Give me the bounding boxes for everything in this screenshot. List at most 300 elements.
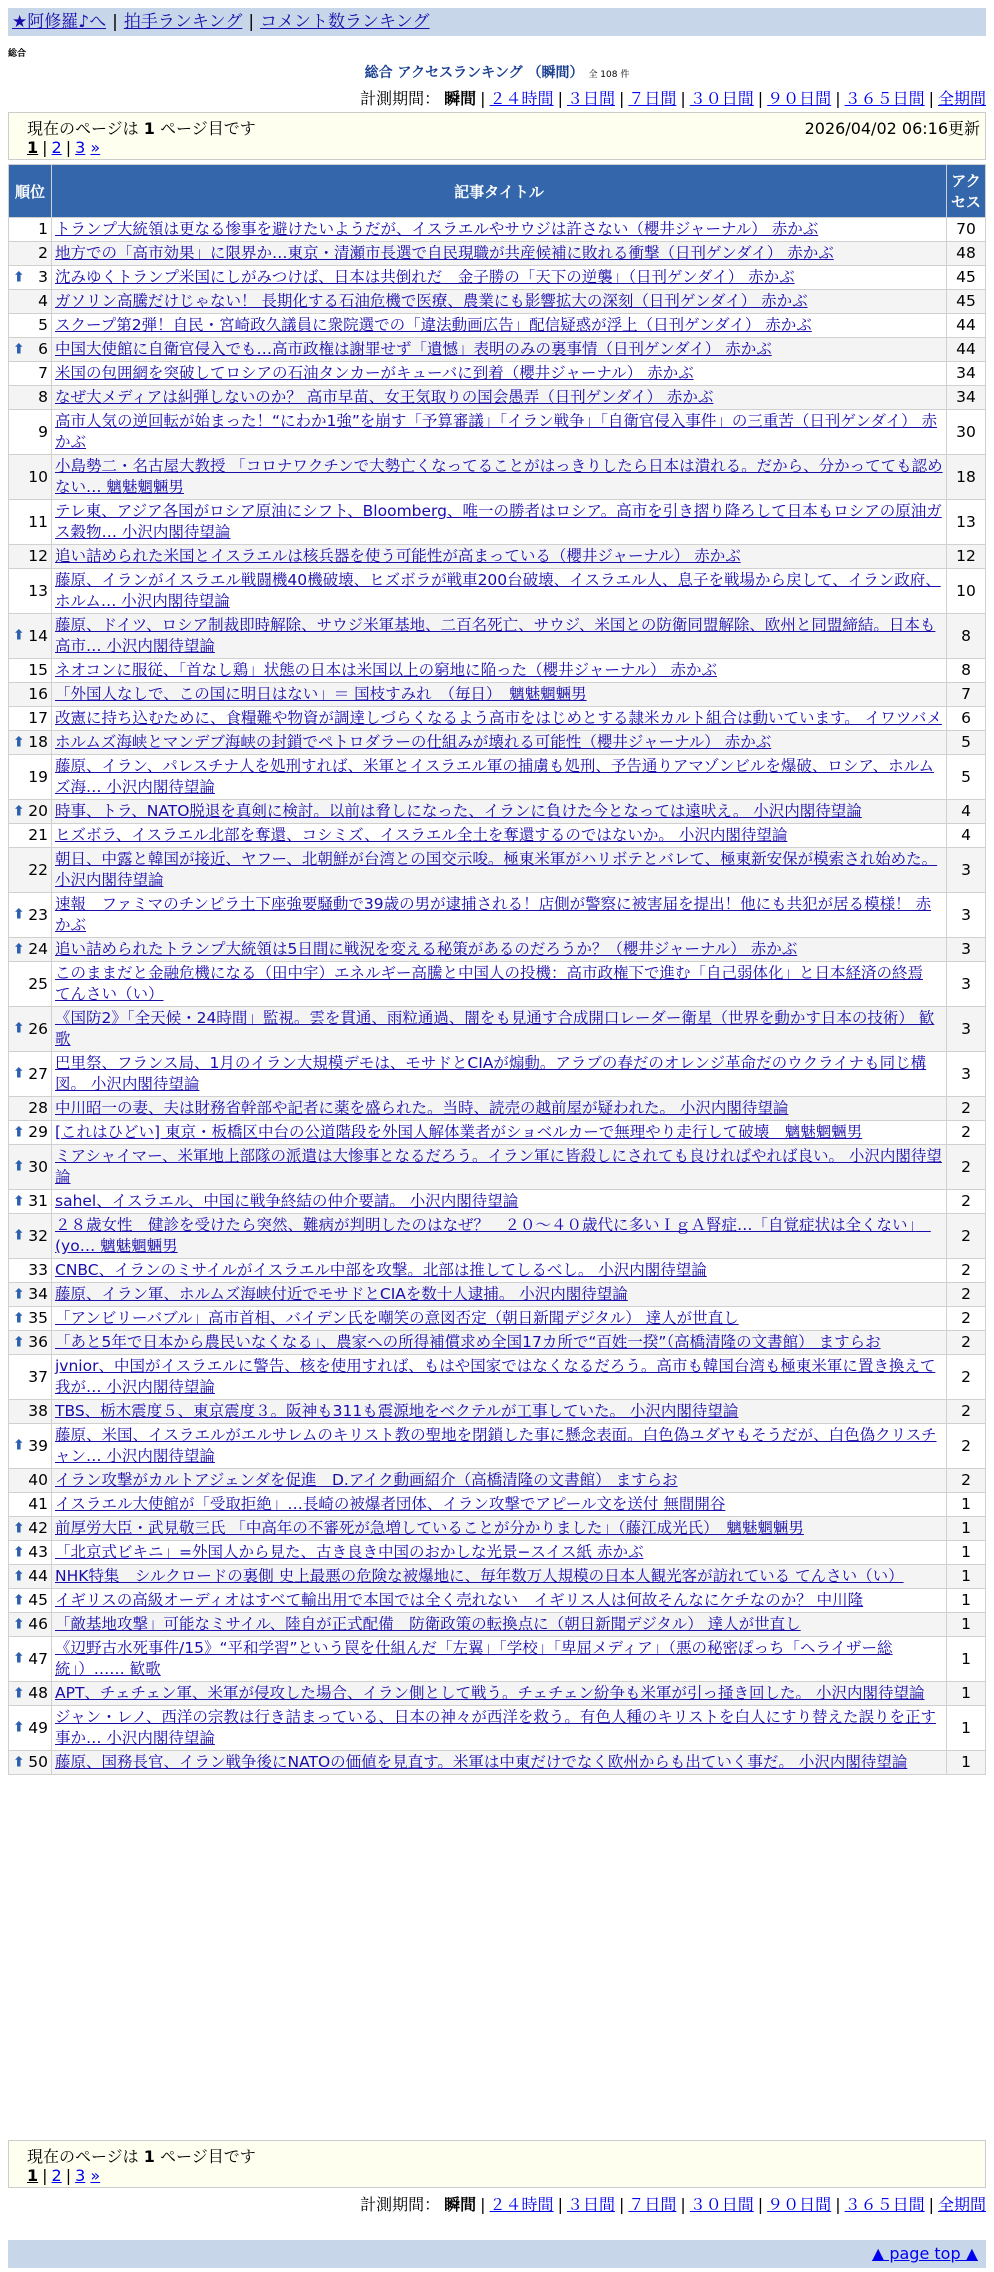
article-link[interactable]: 藤原、イランがイスラエル戦闘機40機破壊、ヒズボラが戦車200台破壊、イスラエル人、息子を戦場から戻して、イラン政府、ホルム… 小沢内閣待望論 <box>55 571 941 610</box>
article-link[interactable]: 「敵基地攻撃」可能なミサイル、陸自が正式配備 防衛政策の転換点に（朝日新聞デジタル） 達人が世直し <box>55 1615 801 1633</box>
rank-cell <box>9 1613 51 1636</box>
title-cell <box>52 1706 946 1750</box>
title-cell <box>52 614 946 658</box>
article-link[interactable]: 「あと5年で日本から農民いなくなる」、農家への所得補償求め全国17カ所で“百姓一揆”（高橋清隆の文書館） ますらお <box>55 1333 881 1351</box>
table-row <box>9 545 985 568</box>
article-link[interactable]: ネオコンに服従、「首なし鶏」状態の日本は米国以上の窮地に陥った（櫻井ジャーナル） 赤かぶ <box>55 661 717 679</box>
arrow-up-icon: ⬆ <box>13 1685 25 1701</box>
rank-number: 17 <box>28 709 48 727</box>
access-count: 1 <box>947 1706 985 1750</box>
title-cell <box>52 962 946 1006</box>
article-link[interactable]: スクープ第2弾！自民・宮崎政久議員に衆院選での「違法動画広告」配信疑惑が浮上（日刊ゲンダイ） 赤かぶ <box>55 316 812 334</box>
rank-number: 29 <box>28 1123 48 1141</box>
title-cell <box>52 848 946 892</box>
item-count: 全 108 件 <box>588 70 630 80</box>
access-count: 4 <box>947 800 985 823</box>
ranking-title: 総合 アクセスランキング （瞬間） <box>364 65 584 81</box>
rank-cell <box>9 1145 51 1189</box>
rank-cell <box>9 1682 51 1705</box>
page-link-3[interactable]: 3 <box>75 2166 86 2185</box>
title-cell <box>52 1424 946 1468</box>
rank-cell <box>9 1565 51 1588</box>
article-link[interactable]: 沈みゆくトランプ米国にしがみつけば、日本は共倒れだ 金子勝の「天下の逆襲」（日刊ゲンダイ） 赤かぶ <box>55 268 795 286</box>
period-label: 計測期間： <box>360 89 441 108</box>
rank-number: 20 <box>28 802 48 820</box>
rank-cell <box>9 1493 51 1516</box>
access-count: 8 <box>947 659 985 682</box>
rank-number: 13 <box>28 581 48 600</box>
table-row <box>9 893 985 937</box>
rank-number: 42 <box>28 1519 48 1537</box>
title-cell <box>52 1307 946 1330</box>
title-cell <box>52 1052 946 1096</box>
period-link-3d[interactable]: ３日間 <box>566 2195 615 2214</box>
table-row <box>9 290 985 313</box>
arrow-up-icon: ⬆ <box>13 627 25 644</box>
access-count: 1 <box>947 1541 985 1564</box>
rank-number: 1 <box>38 220 48 238</box>
bottom-bar <box>8 2240 986 2268</box>
page-link-2[interactable]: 2 <box>51 138 62 157</box>
page-top-link[interactable]: ▲ page top ▲ <box>871 2244 978 2263</box>
title-cell <box>52 1517 946 1540</box>
table-row <box>9 707 985 730</box>
rank-cell <box>9 569 51 613</box>
article-link[interactable]: sahel、イスラエル、中国に戦争終結の仲介要請。 小沢内閣待望論 <box>55 1192 519 1210</box>
period-link-7d[interactable]: ７日間 <box>628 89 677 108</box>
rank-number: 28 <box>28 1099 48 1117</box>
rank-cell <box>9 314 51 337</box>
rank-number: 8 <box>38 388 48 406</box>
title-cell <box>52 1613 946 1636</box>
access-count: 3 <box>947 848 985 892</box>
table-row <box>9 218 985 241</box>
article-link[interactable]: TBS、栃木震度５、東京震度３。阪神も311も震源地をベクテルが工事していた。 小沢内閣待望論 <box>55 1402 739 1420</box>
table-row <box>9 338 985 361</box>
arrow-up-icon: ⬆ <box>13 1592 25 1608</box>
rank-cell <box>9 1259 51 1282</box>
access-count: 1 <box>947 1493 985 1516</box>
table-row <box>9 848 985 892</box>
access-count: 2 <box>947 1400 985 1423</box>
title-cell <box>52 545 946 568</box>
access-count: 13 <box>947 500 985 544</box>
article-link[interactable]: [これはひどい] 東京・板橋区中台の公道階段を外国人解体業者がショベルカーで無理やり走行して破壊 魑魅魍魎男 <box>55 1123 863 1141</box>
period-link-all[interactable]: 全期間 <box>937 2195 986 2214</box>
access-count: 3 <box>947 893 985 937</box>
article-link[interactable]: 時事、トラ、NATO脱退を真剣に検討。以前は脅しになった、イランに負けた今となっては遠吠え。 小沢内閣待望論 <box>55 802 862 820</box>
arrow-up-icon: ⬆ <box>13 1754 25 1770</box>
table-row <box>9 614 985 658</box>
access-count: 2 <box>947 1331 985 1354</box>
access-count: 12 <box>947 545 985 568</box>
arrow-up-icon: ⬆ <box>13 1437 25 1454</box>
arrow-up-icon: ⬆ <box>13 906 25 923</box>
table-row <box>9 410 985 454</box>
period-label: 計測期間： <box>360 2195 441 2214</box>
table-row <box>9 386 985 409</box>
page-next-link[interactable]: » <box>90 2166 101 2185</box>
period-link-3d[interactable]: ３日間 <box>566 89 615 108</box>
article-link[interactable]: トランプ大統領は更なる惨事を避けたいようだが、イスラエルやサウジは許さない（櫻井ジャーナル） 赤かぶ <box>55 220 819 238</box>
article-link[interactable]: 巴里祭、フランス局、1月のイラン大規模デモは、モサドとCIAが煽動。アラブの春だのオレンジ革命だのウクライナも同じ構図。 小沢内閣待望論 <box>55 1054 927 1093</box>
period-link-90d[interactable]: ９０日間 <box>767 89 832 108</box>
rank-cell <box>9 1637 51 1681</box>
page-link-2[interactable]: 2 <box>51 2166 62 2185</box>
access-count: 3 <box>947 1052 985 1096</box>
table-row <box>9 569 985 613</box>
period-link-365d[interactable]: ３６５日間 <box>844 2195 925 2214</box>
article-link[interactable]: 中川昭一の妻、夫は財務省幹部や記者に薬を盛られた。当時、読売の越前屋が疑われた。 小沢内閣待望論 <box>55 1099 789 1117</box>
arrow-up-icon: ⬆ <box>13 1616 25 1632</box>
arrow-up-icon: ⬆ <box>13 1719 25 1736</box>
rank-number: 41 <box>28 1495 48 1513</box>
access-count: 2 <box>947 1355 985 1399</box>
rank-cell <box>9 683 51 706</box>
article-link[interactable]: 藤原、国務長官、イラン戦争後にNATOの価値を見直す。米軍は中東だけでなく欧州からも出ていく事だ。 小沢内閣待望論 <box>55 1753 908 1771</box>
period-link-all[interactable]: 全期間 <box>937 89 986 108</box>
table-row <box>9 962 985 1006</box>
rank-cell <box>9 1589 51 1612</box>
access-count: 4 <box>947 824 985 847</box>
period-link-30d[interactable]: ３０日間 <box>689 2195 754 2214</box>
title-cell <box>52 1259 946 1282</box>
rank-number: 48 <box>28 1684 48 1702</box>
clap-ranking-link[interactable]: 拍手ランキング <box>123 12 243 32</box>
title-cell <box>52 314 946 337</box>
access-count: 2 <box>947 1097 985 1120</box>
title-cell <box>52 659 946 682</box>
table-row <box>9 683 985 706</box>
table-row <box>9 1121 985 1144</box>
article-link[interactable]: イギリスの高級オーディオはすべて輸出用で本国では全く売れない イギリス人は何故そんなにケチなのか？ 中川隆 <box>55 1591 864 1609</box>
article-link[interactable]: ヒズボラ、イスラエル北部を奪還、コシミズ、イスラエル全土を奪還するのではないか。 小沢内閣待望論 <box>55 826 788 844</box>
access-count: 1 <box>947 1637 985 1681</box>
title-cell <box>52 1541 946 1564</box>
table-row <box>9 314 985 337</box>
rank-number: 44 <box>28 1567 48 1585</box>
table-row <box>9 938 985 961</box>
article-link[interactable]: 「アンビリーバブル」高市首相、バイデン氏を嘲笑の意図否定（朝日新聞デジタル） 達人が世直し <box>55 1309 739 1327</box>
nav-separator: | <box>112 12 118 32</box>
article-link[interactable]: ２８歳女性 健診を受けたら突然、難病が判明したのはなぜ？ ２０～４０歳代に多いＩｇＡ腎症…「自覚症状は全くない」 (yo… 魑魅魍魎男 <box>55 1216 931 1255</box>
arrow-up-icon: ⬆ <box>13 1286 25 1302</box>
rank-number: 35 <box>28 1309 48 1327</box>
section-label: 総合 <box>8 49 27 59</box>
title-cell <box>52 455 946 499</box>
rank-cell <box>9 800 51 823</box>
article-link[interactable]: 前厚労大臣・武見敬三氏 「中高年の不審死が急増していることが分かりました」（藤江成光氏） 魑魅魍魎男 <box>55 1519 804 1537</box>
article-link[interactable]: このままだと金融危機になる（田中宇）エネルギー高騰と中国人の投機：高市政権下で進む「自己弱体化」と日本経済の終焉 てんさい（い） <box>55 964 924 1003</box>
article-link[interactable]: 藤原、イラン軍、ホルムズ海峡付近でモサドとCIAを数十人逮捕。 小沢内閣待望論 <box>55 1285 628 1303</box>
access-count: 70 <box>947 218 985 241</box>
period-link-90d[interactable]: ９０日間 <box>767 2195 832 2214</box>
table-row <box>9 731 985 754</box>
table-row <box>9 824 985 847</box>
article-link[interactable]: 藤原、イラン、パレスチナ人を処刑すれば、米軍とイスラエル軍の捕虜も処刑、予告通りアマゾンビルを爆破、ロシア、ホルムズ海… 小沢内閣待望論 <box>55 757 935 796</box>
page-next-link[interactable]: » <box>90 138 101 157</box>
page-current: 1 <box>27 138 39 157</box>
article-link[interactable]: 藤原、米国、イスラエルがエルサレムのキリスト教の聖地を閉鎖した事に懸念表面。白色偽ユダヤもそうだが、白色偽クリスチャン… 小沢内閣待望論 <box>55 1426 937 1465</box>
rank-number: 19 <box>28 767 48 786</box>
table-row <box>9 1007 985 1051</box>
article-link[interactable]: 《国防2》「全天候・24時間」監視。雲を貫通、雨粒通過、闇をも見通す合成開口レーダー衛星（世界を動かす日本の技術） 歓歌 <box>55 1009 935 1048</box>
article-link[interactable]: 「北京式ビキニ」=外国人から見た、古き良き中国のおかしな光景−スイス紙 赤かぶ <box>55 1543 644 1561</box>
access-count: 2 <box>947 1145 985 1189</box>
period-selector-top: 計測期間： 瞬間 | ２４時間 | ３日間 | ７日間 | ３０日間 | ９０日間 | ３６５日間 | 全期間 <box>360 89 986 108</box>
rank-number: 3 <box>38 268 48 286</box>
rank-number: 16 <box>28 685 48 703</box>
arrow-up-icon: ⬆ <box>13 1158 25 1175</box>
comment-ranking-link[interactable]: コメント数ランキング <box>260 12 430 32</box>
arrow-up-icon: ⬆ <box>13 1310 25 1326</box>
ranking-body <box>9 218 985 1774</box>
rank-cell <box>9 1517 51 1540</box>
table-row <box>9 1424 985 1468</box>
article-link[interactable]: 《辺野古水死事件/15》“平和学習”という罠を仕組んだ「左翼」「学校」「卑屈メディア」（悪の秘密ぽっち「ヘライザー総統」）…… 歓歌 <box>55 1639 893 1678</box>
title-cell <box>52 707 946 730</box>
access-count: 1 <box>947 1589 985 1612</box>
title-cell <box>52 1007 946 1051</box>
rank-cell <box>9 659 51 682</box>
article-link[interactable]: 朝日、中露と韓国が接近、ヤフー、北朝鮮が台湾との国交示唆。極東米軍がハリボテとバレて、極東新安保が模索され始めた。 小沢内閣待望論 <box>55 850 938 889</box>
title-cell <box>52 1751 946 1774</box>
page-link-3[interactable]: 3 <box>75 138 86 157</box>
pagination-box-bottom <box>8 2140 986 2188</box>
access-count: 48 <box>947 242 985 265</box>
arrow-up-icon: ⬆ <box>13 341 25 357</box>
article-link[interactable]: jvnior、中国がイスラエルに警告、核を使用すれば、もはや国家ではなくなるだろう。高市も韓国台湾も極東米軍に置き換えて我が… 小沢内閣待望論 <box>55 1357 936 1396</box>
rank-number: 34 <box>28 1285 48 1303</box>
article-link[interactable]: 改憲に持ち込むために、食糧難や物資が調達しづらくなるよう高市をはじめとする隷米カルト組合は動いています。 イワツバメ <box>55 709 942 727</box>
rank-cell <box>9 455 51 499</box>
access-count: 45 <box>947 266 985 289</box>
article-link[interactable]: イラン攻撃がカルトアジェンダを促進 D.アイク動画紹介（高橋清隆の文書館） ますらお <box>55 1471 678 1489</box>
title-cell <box>52 800 946 823</box>
article-link[interactable]: 地方での「高市効果」に限界か…東京・清瀬市長選で自民現職が共産候補に敗れる衝撃（日刊ゲンダイ） 赤かぶ <box>55 244 834 262</box>
rank-number: 47 <box>28 1649 48 1668</box>
rank-cell <box>9 1214 51 1258</box>
article-link[interactable]: ガソリン高騰だけじゃない！ 長期化する石油危機で医療、農業にも影響拡大の深刻（日刊ゲンダイ） 赤かぶ <box>55 292 808 310</box>
rank-number: 11 <box>28 512 48 531</box>
table-row <box>9 1751 985 1774</box>
rank-number: 39 <box>28 1436 48 1455</box>
access-count: 3 <box>947 962 985 1006</box>
article-link[interactable]: 追い詰められた米国とイスラエルは核兵器を使う可能性が高まっている（櫻井ジャーナル） 赤かぶ <box>55 547 741 565</box>
access-count: 34 <box>947 362 985 385</box>
title-cell <box>52 1469 946 1492</box>
rank-cell <box>9 1706 51 1750</box>
table-row <box>9 1307 985 1330</box>
title-cell <box>52 1637 946 1681</box>
period-link-24h[interactable]: ２４時間 <box>489 89 554 108</box>
title-cell <box>52 824 946 847</box>
article-link[interactable]: ミアシャイマー、米軍地上部隊の派遣は大惨事となるだろう。イラン軍に皆殺しにされても良ければやれば良い。 小沢内閣待望論 <box>55 1147 942 1186</box>
period-link-7d[interactable]: ７日間 <box>628 2195 677 2214</box>
access-count: 3 <box>947 1007 985 1051</box>
table-row <box>9 800 985 823</box>
period-current: 瞬間 <box>444 89 477 108</box>
rank-cell <box>9 1331 51 1354</box>
access-count: 2 <box>947 1214 985 1258</box>
table-row <box>9 1214 985 1258</box>
article-link[interactable]: ジャン・レノ、西洋の宗教は行き詰まっている、日本の神々が西洋を救う。有色人種のキリストを白人にすり替えた誤りを正す事か… 小沢内閣待望論 <box>55 1708 937 1747</box>
access-count: 7 <box>947 683 985 706</box>
article-link[interactable]: 追い詰められたトランプ大統領は5日間に戦況を変える秘策があるのだろうか？（櫻井ジャーナル） 赤かぶ <box>55 940 798 958</box>
access-count: 2 <box>947 1190 985 1213</box>
article-link[interactable]: 小島勢二・名古屋大教授 「コロナワクチンで大勢亡くなってることがはっきりしたら日本は潰れる。だから、分かってても認めない… 魑魅魍魎男 <box>55 457 943 496</box>
table-row <box>9 1259 985 1282</box>
access-count: 2 <box>947 1307 985 1330</box>
rank-cell <box>9 290 51 313</box>
rank-cell <box>9 1283 51 1306</box>
rank-cell <box>9 1052 51 1096</box>
arrow-up-icon: ⬆ <box>13 734 25 750</box>
rank-number: 43 <box>28 1543 48 1561</box>
page-current: 1 <box>27 2166 39 2185</box>
arrow-up-icon: ⬆ <box>13 269 25 285</box>
pagination-box-top <box>8 112 986 160</box>
article-link[interactable]: 米国の包囲網を突破してロシアの石油タンカーがキューバに到着（櫻井ジャーナル） 赤かぶ <box>55 364 694 382</box>
arrow-up-icon: ⬆ <box>13 803 25 819</box>
access-count: 2 <box>947 1259 985 1282</box>
article-link[interactable]: CNBC、イランのミサイルがイスラエル中部を攻撃。北部は推してしるべし。 小沢内閣待望論 <box>55 1261 707 1279</box>
title-cell <box>52 1283 946 1306</box>
current-page-text: 現在のページは 1 ページ目です <box>27 2147 256 2166</box>
nav-separator: | <box>248 12 255 32</box>
article-link[interactable]: ホルムズ海峡とマンデブ海峡の封鎖でペトロダラーの仕組みが壊れる可能性（櫻井ジャーナル） 赤かぶ <box>55 733 772 751</box>
access-count: 1 <box>947 1517 985 1540</box>
title-cell <box>52 569 946 613</box>
rank-number: 32 <box>28 1226 48 1245</box>
title-cell <box>52 1190 946 1213</box>
rank-number: 40 <box>28 1471 48 1489</box>
rank-number: 12 <box>28 547 48 565</box>
article-link[interactable]: 速報 ファミマのチンピラ土下座強要騒動で39歳の男が逮捕される！店側が警察に被害届を提出！他にも共犯が居る模様！ 赤かぶ <box>55 895 932 934</box>
rank-cell <box>9 545 51 568</box>
rank-number: 30 <box>28 1157 48 1176</box>
title-cell <box>52 1400 946 1423</box>
access-count: 5 <box>947 755 985 799</box>
rank-number: 21 <box>28 826 48 844</box>
header-title: 記事タイトル <box>52 165 946 217</box>
article-link[interactable]: NHK特集 シルクロードの裏側 史上最悪の危険な被爆地に、毎年数万人規模の日本人観光客が訪れている てんさい（い） <box>55 1567 904 1585</box>
updated-timestamp: 2026/04/02 06:16更新 <box>804 119 980 138</box>
title-cell <box>52 1145 946 1189</box>
access-count: 2 <box>947 1283 985 1306</box>
arrow-up-icon: ⬆ <box>13 1568 25 1584</box>
rank-cell <box>9 1541 51 1564</box>
rank-cell <box>9 218 51 241</box>
rank-number: 24 <box>28 940 48 958</box>
arrow-up-icon: ⬆ <box>13 1650 25 1667</box>
table-row <box>9 1517 985 1540</box>
rank-cell <box>9 962 51 1006</box>
title-cell <box>52 893 946 937</box>
title-cell <box>52 1565 946 1588</box>
access-count: 2 <box>947 1424 985 1468</box>
article-link[interactable]: 藤原、ドイツ、ロシア制裁即時解除、サウジ米軍基地、二百名死亡、サウジ、米国との防衛同盟解除、欧州と同盟締結。日本も高市… 小沢内閣待望論 <box>55 616 936 655</box>
period-link-24h[interactable]: ２４時間 <box>489 2195 554 2214</box>
rank-cell <box>9 755 51 799</box>
table-row <box>9 266 985 289</box>
rank-number: 6 <box>38 340 48 358</box>
table-row <box>9 659 985 682</box>
rank-cell <box>9 938 51 961</box>
rank-cell <box>9 707 51 730</box>
top-nav-bar <box>8 8 986 36</box>
table-row <box>9 242 985 265</box>
period-current: 瞬間 <box>444 2195 477 2214</box>
title-cell <box>52 386 946 409</box>
title-cell <box>52 683 946 706</box>
arrow-up-icon: ⬆ <box>13 1124 25 1140</box>
article-link[interactable]: 「外国人なしで、この国に明日はない」＝ 国枝すみれ （毎日） 魑魅魍魎男 <box>55 685 587 703</box>
arrow-up-icon: ⬆ <box>13 1334 25 1350</box>
rank-cell <box>9 848 51 892</box>
access-count: 45 <box>947 290 985 313</box>
home-link[interactable]: ★阿修羅♪へ <box>12 12 107 32</box>
access-count: 8 <box>947 614 985 658</box>
table-row <box>9 500 985 544</box>
rank-number: 15 <box>28 661 48 679</box>
table-row <box>9 362 985 385</box>
rank-cell <box>9 731 51 754</box>
access-count: 6 <box>947 707 985 730</box>
pager: 1 | 2 | 3 » <box>27 2166 101 2185</box>
title-cell <box>52 500 946 544</box>
pager: 1 | 2 | 3 » <box>27 138 101 157</box>
article-link[interactable]: APT、チェチェン軍、米軍が侵攻した場合、イラン側として戦う。チェチェン紛争も米軍が引っ掻き回した。 小沢内閣待望論 <box>55 1684 925 1702</box>
table-row <box>9 1589 985 1612</box>
title-cell <box>52 1331 946 1354</box>
rank-number: 22 <box>28 860 48 879</box>
article-link[interactable]: テレ東、アジア各国がロシア原油にシフト、Bloomberg、唯一の勝者はロシア。高市を引き摺り降ろして日本もロシアの原油ガス穀物… 小沢内閣待望論 <box>55 502 942 541</box>
article-link[interactable]: なぜ大メディアは糾弾しないのか？ 高市早苗、女王気取りの国会愚弄（日刊ゲンダイ） 赤かぶ <box>55 388 714 406</box>
period-link-365d[interactable]: ３６５日間 <box>844 89 925 108</box>
title-cell <box>52 218 946 241</box>
table-row <box>9 755 985 799</box>
table-row <box>9 1331 985 1354</box>
table-row <box>9 455 985 499</box>
period-link-30d[interactable]: ３０日間 <box>689 89 754 108</box>
access-count: 44 <box>947 314 985 337</box>
rank-number: 37 <box>28 1367 48 1386</box>
arrow-up-icon: ⬆ <box>13 941 25 957</box>
access-count: 44 <box>947 338 985 361</box>
article-link[interactable]: 中国大使館に自衛官侵入でも…高市政権は謝罪せず「遺憾」表明のみの裏事情（日刊ゲンダイ） 赤かぶ <box>55 340 772 358</box>
title-cell <box>52 1355 946 1399</box>
rank-cell <box>9 1469 51 1492</box>
rank-cell <box>9 1190 51 1213</box>
rank-number: 46 <box>28 1615 48 1633</box>
title-cell <box>52 755 946 799</box>
rank-number: 23 <box>28 905 48 924</box>
arrow-up-icon: ⬆ <box>13 1193 25 1209</box>
table-row <box>9 1283 985 1306</box>
article-link[interactable]: 高市人気の逆回転が始まった！“にわか1強”を崩す「予算審議」「イラン戦争」「自衛官侵入事件」の三重苦（日刊ゲンダイ） 赤かぶ <box>55 412 938 451</box>
table-row <box>9 1493 985 1516</box>
title-cell <box>52 290 946 313</box>
rank-cell <box>9 338 51 361</box>
article-link[interactable]: イスラエル大使館が「受取拒絶」…長崎の被爆者団体、イラン攻撃でアピール文を送付 無間開谷 <box>55 1495 726 1513</box>
title-cell <box>52 1589 946 1612</box>
title-cell <box>52 410 946 454</box>
title-cell <box>52 362 946 385</box>
table-row <box>9 1052 985 1096</box>
table-header-row <box>9 165 985 217</box>
access-count: 34 <box>947 386 985 409</box>
